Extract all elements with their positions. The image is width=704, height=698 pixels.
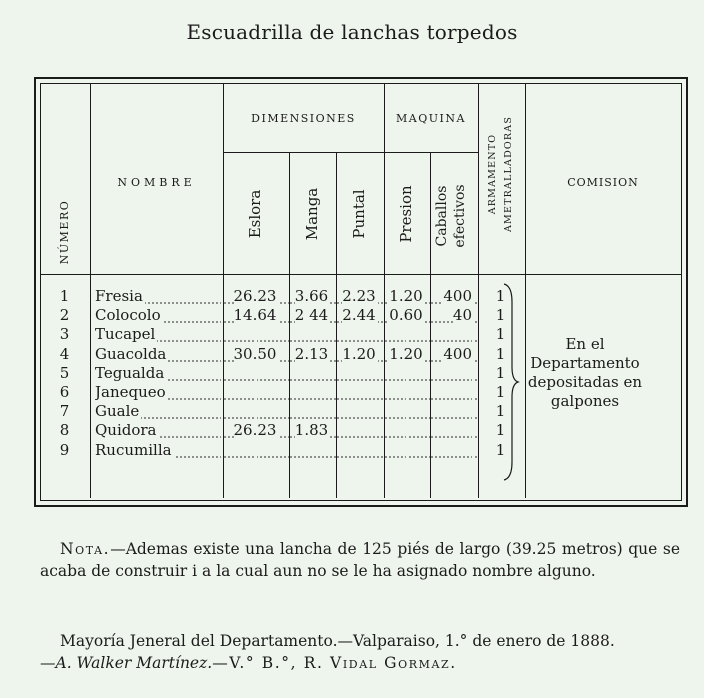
- cell-caballos: [430, 365, 478, 382]
- cell-nombre: Tucapel: [95, 326, 221, 343]
- cell-eslora: [223, 442, 289, 459]
- cell-armamento: 1: [495, 441, 506, 459]
- cell-armamento: 1: [495, 326, 506, 344]
- cell-numero: 3: [59, 326, 70, 344]
- cell-manga: 2.13: [289, 346, 336, 363]
- cell-caballos: 400: [430, 346, 478, 363]
- cell-caballos: 40: [430, 307, 478, 324]
- header-eslora: Eslora: [246, 189, 264, 239]
- table-row: [41, 442, 525, 461]
- cell-numero: 5: [59, 364, 70, 382]
- header-maquina: MAQUINA: [396, 112, 466, 125]
- cell-caballos: [430, 422, 478, 439]
- cell-armamento: 1: [495, 384, 506, 401]
- cell-numero: 8: [59, 422, 70, 440]
- header-manga: Manga: [303, 187, 321, 241]
- cell-puntal: [336, 384, 384, 401]
- col-divider-armamento: [525, 84, 526, 498]
- header-armamento-line2: AMETRALLADORAS: [503, 115, 514, 233]
- cell-presion: 1.20: [384, 346, 430, 363]
- signature-line1: Mayoría Jeneral del Departamento.—Valparaiso, 1.° de enero de 1888.: [60, 632, 615, 650]
- table-body: [41, 288, 525, 488]
- cell-nombre: Quidora: [95, 422, 221, 439]
- cell-armamento: 1: [495, 403, 506, 421]
- cell-puntal: 1.20: [336, 346, 384, 363]
- cell-puntal: [336, 422, 384, 439]
- document-title: Escuadrilla de lanchas torpedos: [186, 20, 518, 44]
- cell-presion: [384, 326, 430, 343]
- cell-nombre: Guale: [95, 403, 221, 420]
- cell-armamento: 1: [495, 288, 506, 305]
- table-row: [41, 422, 525, 441]
- cell-eslora: 26.23: [223, 422, 289, 439]
- cell-eslora: [223, 384, 289, 401]
- cell-caballos: [430, 403, 478, 420]
- cell-nombre: Colocolo: [95, 307, 221, 324]
- table-row: [41, 384, 525, 403]
- footnote-label: Nota.: [60, 540, 111, 558]
- cell-manga: [289, 384, 336, 401]
- header-dimensiones: DIMENSIONES: [251, 112, 356, 125]
- footnote: [40, 538, 680, 582]
- comision-text: En el Departamento depositadas en galpones: [527, 335, 643, 410]
- cell-presion: [384, 442, 430, 459]
- table-inner-border: [40, 83, 682, 501]
- cell-nombre: Rucumilla: [95, 442, 221, 459]
- cell-numero: 4: [59, 345, 70, 363]
- cell-manga: [289, 442, 336, 459]
- cell-eslora: 30.50: [223, 346, 289, 363]
- cell-numero: 1: [59, 288, 70, 305]
- cell-puntal: 2.44: [336, 307, 384, 324]
- footnote-text: —Ademas existe una lancha de 125 piés de largo (39.25 metros) que se acaba de construir i a la cual aun no se le ha asignado nombre alguno.: [40, 540, 680, 580]
- cell-nombre: Janequeo: [95, 384, 221, 401]
- cell-armamento: 1: [495, 422, 506, 440]
- header-caballos-line1: Caballos: [434, 185, 450, 247]
- header-armamento-line1: ARMAMENTO: [487, 133, 498, 215]
- cell-presion: [384, 365, 430, 382]
- cell-caballos: [430, 326, 478, 343]
- table-row: [41, 307, 525, 326]
- cell-nombre: Guacolda: [95, 346, 221, 363]
- cell-manga: 3.66: [289, 288, 336, 305]
- table-row: [41, 346, 525, 365]
- table-row: [41, 403, 525, 422]
- subheader-line: [223, 152, 478, 153]
- cell-numero: 2: [59, 307, 70, 325]
- cell-armamento: 1: [495, 345, 506, 363]
- cell-caballos: [430, 384, 478, 401]
- header-nombre: NOMBRE: [117, 176, 196, 189]
- cell-puntal: 2.23: [336, 288, 384, 305]
- header-caballos: [433, 178, 473, 254]
- cell-armamento: 1: [495, 307, 506, 325]
- cell-presion: [384, 403, 430, 420]
- cell-eslora: 26.23: [223, 288, 289, 305]
- header-puntal: Puntal: [350, 189, 368, 239]
- cell-manga: [289, 403, 336, 420]
- cell-eslora: [223, 403, 289, 420]
- cell-manga: 2 44: [289, 307, 336, 324]
- cell-presion: 0.60: [384, 307, 430, 324]
- cell-puntal: [336, 403, 384, 420]
- cell-presion: [384, 422, 430, 439]
- torpedo-boats-table: [34, 77, 688, 507]
- cell-eslora: [223, 326, 289, 343]
- table-row: [41, 365, 525, 384]
- header-caballos-line2: efectivos: [452, 184, 468, 248]
- header-bottom-line: [41, 274, 681, 275]
- table-row: [41, 326, 525, 345]
- cell-eslora: [223, 365, 289, 382]
- cell-caballos: 400: [430, 288, 478, 305]
- cell-puntal: [336, 365, 384, 382]
- signature-rest: —V.° B.°, R. Vidal Gormaz.: [212, 654, 457, 672]
- cell-manga: [289, 326, 336, 343]
- cell-presion: 1.20: [384, 288, 430, 305]
- cell-armamento: 1: [495, 364, 506, 382]
- cell-numero: 9: [59, 441, 70, 459]
- cell-nombre: Tegualda: [95, 365, 221, 382]
- header-comision: COMISION: [567, 176, 639, 189]
- cell-numero: 6: [59, 384, 70, 401]
- signature-block: [40, 630, 680, 674]
- header-armamento: [485, 109, 521, 239]
- cell-presion: [384, 384, 430, 401]
- cell-manga: 1.83: [289, 422, 336, 439]
- cell-puntal: [336, 326, 384, 343]
- cell-numero: 7: [59, 403, 70, 421]
- signature-name: —A. Walker Martínez.: [40, 654, 213, 672]
- cell-eslora: 14.64: [223, 307, 289, 324]
- cell-puntal: [336, 442, 384, 459]
- cell-caballos: [430, 442, 478, 459]
- signature-line2: [40, 652, 680, 674]
- table-row: [41, 288, 525, 307]
- header-numero: NÚMERO: [58, 199, 71, 265]
- cell-nombre: Fresia: [95, 288, 221, 305]
- header-presion: Presion: [397, 185, 415, 243]
- cell-manga: [289, 365, 336, 382]
